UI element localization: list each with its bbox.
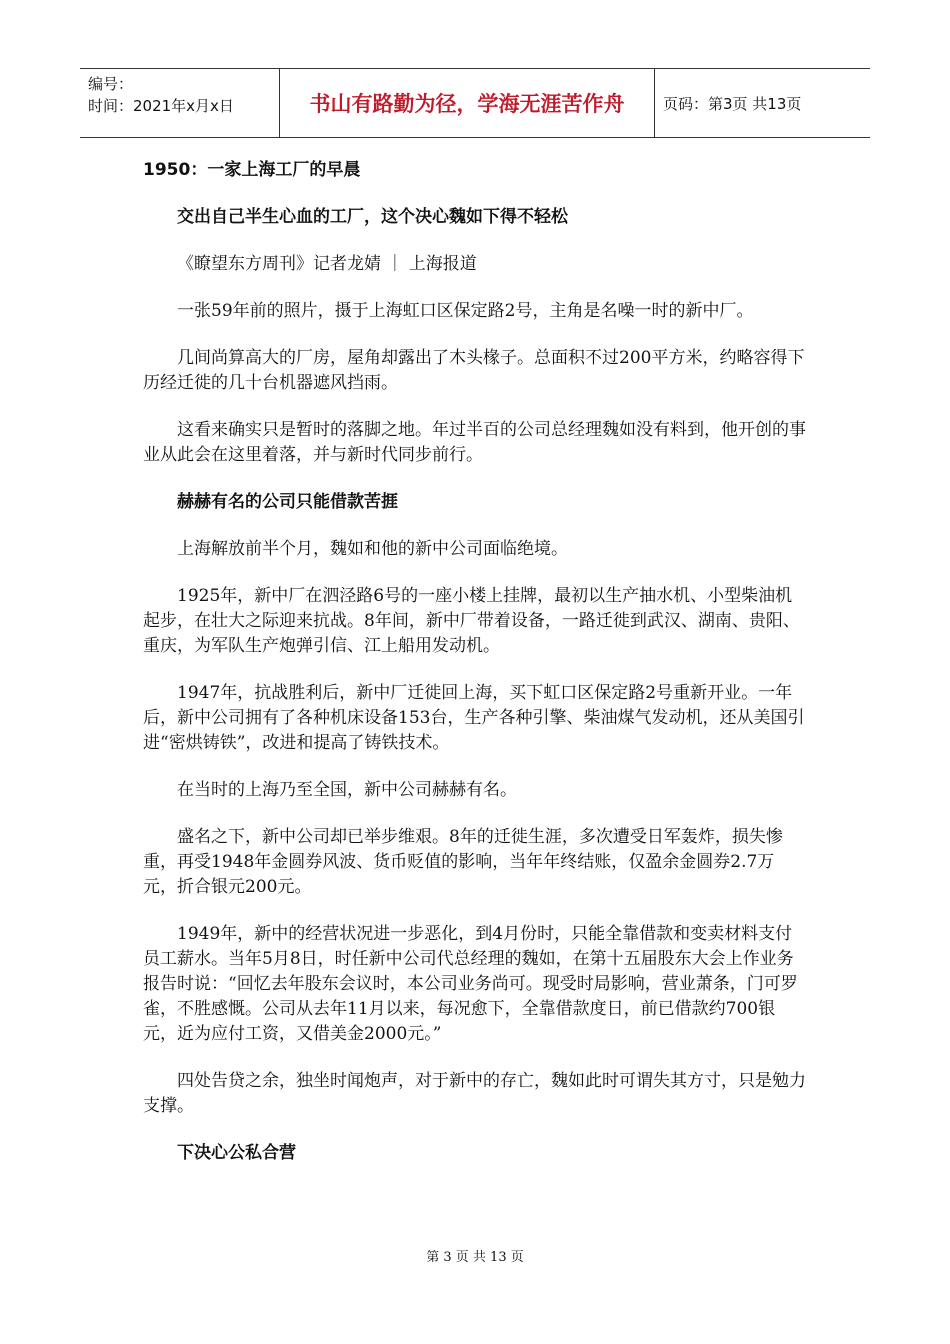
paragraph: 1947年，抗战胜利后，新中厂迁徙回上海，买下虹口区保定路2号重新开业。一年后，新中公司拥有了各种机床设备153台，生产各种引擎、柴油煤气发动机，还从美国引进“密烘铸铁”，改进和提高了铸铁技术。: [143, 683, 805, 753]
paragraph: 1925年，新中厂在泗泾路6号的一座小楼上挂牌，最初以生产抽水机、小型柴油机起步，在壮大之际迎来抗战。8年间，新中厂带着设备，一路迁徙到武汉、湖南、贵阳、重庆，为军队生产炮弹引信、江上船用发动机。: [143, 586, 800, 656]
article-subtitle: 交出自己半生心血的工厂，这个决心魏如下得不轻松: [177, 207, 568, 227]
section-heading: 下决心公私合营: [177, 1143, 296, 1163]
header-page-label: 页码：第3页 共13页: [663, 94, 802, 113]
paragraph: 上海解放前半个月，魏如和他的新中公司面临绝境。: [177, 539, 568, 559]
paragraph: 在当时的上海乃至全国，新中公司赫赫有名。: [177, 780, 517, 800]
article-byline: 《瞭望东方周刊》记者龙婧 ｜ 上海报道: [177, 254, 477, 274]
article-title: 1950：一家上海工厂的早晨: [143, 160, 361, 180]
paragraph: 1949年，新中的经营状况进一步恶化，到4月份时，只能全靠借款和变卖材料支付员工薪水。当年5月8日，时任新中公司代总经理的魏如，在第十五届股东大会上作业务报告时说：“回忆去年股东会议时，本公司业务尚可。现受时局影响，营业萧条，门可罗雀，不胜感慨。公司从去年11月以来，每况愈下，全靠借款度日，前已借款约700银元，近为应付工资，又借美金2000元。”: [143, 924, 798, 1044]
paragraph: 四处告贷之余，独坐时闻炮声，对于新中的存亡，魏如此时可谓失其方寸，只是勉力支撑。: [143, 1071, 806, 1116]
page-header: [80, 68, 870, 138]
paragraph: 盛名之下，新中公司却已举步维艰。8年的迁徙生涯，多次遭受日军轰炸，损失惨重，再受1948年金圆券风波、货币贬值的影响，当年年终结账，仅盈余金圆券2.7万元，折合银元200元。: [143, 827, 783, 897]
paragraph: 几间尚算高大的厂房，屋角却露出了木头椽子。总面积不过200平方米，约略容得下历经迁徙的几十台机器遮风挡雨。: [143, 348, 805, 393]
document-time-label: 时间：2021年x月x日: [88, 97, 234, 115]
document-number-label: 编号：: [88, 75, 134, 93]
paragraph: 这看来确实只是暂时的落脚之地。年过半百的公司总经理魏如没有料到，他开创的事业从此会在这里着落，并与新时代同步前行。: [143, 420, 806, 465]
header-motto: 书山有路勤为径，学海无涯苦作舟: [280, 69, 655, 137]
paragraph: 一张59年前的照片，摄于上海虹口区保定路2号，主角是名噪一时的新中厂。: [177, 301, 754, 321]
header-meta: [80, 69, 280, 137]
section-heading: 赫赫有名的公司只能借款苦捱: [177, 492, 398, 512]
page-footer: 第 3 页 共 13 页: [426, 1250, 524, 1265]
article-body: [143, 150, 808, 1166]
